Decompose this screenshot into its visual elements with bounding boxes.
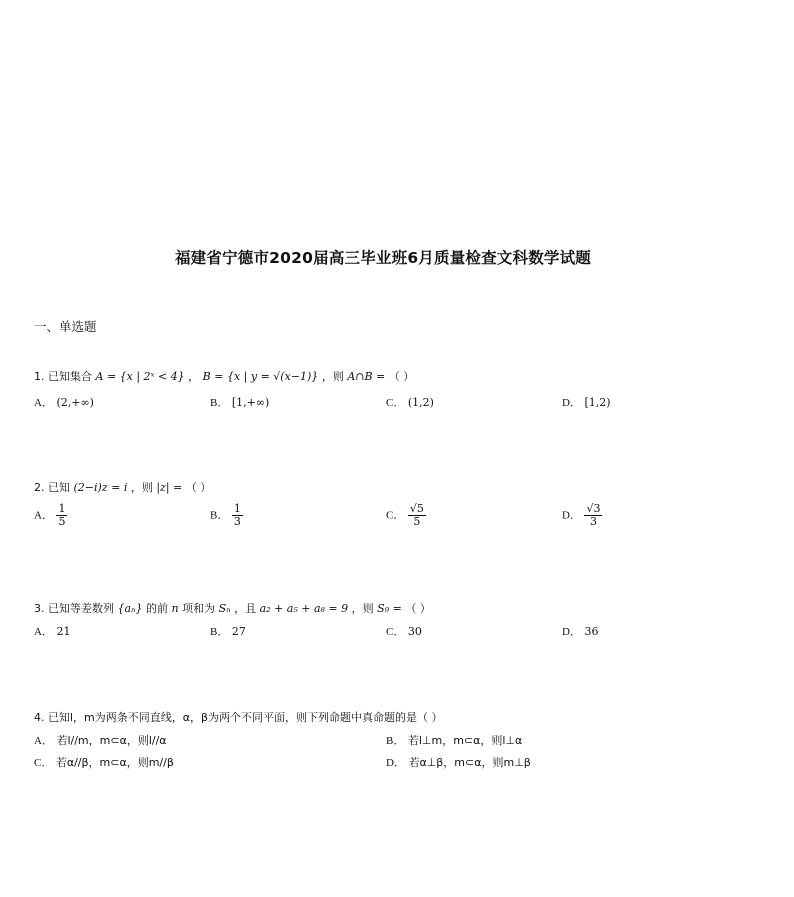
option-d[interactable] [386,755,531,771]
option-label: C． [386,397,405,409]
option-label: A． [34,509,53,522]
option-c[interactable] [386,624,422,640]
answer-blank: （ ） [185,481,212,494]
option-label: B． [386,735,405,747]
option-a[interactable] [34,733,167,749]
expression: S₉ = [377,602,402,615]
sequence: {aₙ} [117,602,143,615]
question-number: 4. [34,711,45,724]
numerator: 1 [58,502,66,515]
denominator: 5 [58,515,66,528]
option-label: C． [386,509,405,522]
option-d[interactable] [562,503,602,528]
separator: ， [188,370,200,383]
option-label: B． [210,626,229,638]
option-d[interactable] [562,624,598,640]
option-value: (2,+∞) [56,396,94,409]
option-label: B． [210,397,229,409]
sum-sn: Sₙ [218,602,231,615]
option-c[interactable] [386,395,434,411]
option-label: C． [386,626,405,638]
numerator: √5 [409,502,424,515]
option-label: C． [34,757,53,769]
variable-n: n [171,602,179,615]
question-text: 项和为 [182,602,216,615]
option-value: 若l//m，m⊂α，则l//α [56,734,167,747]
option-label: D． [562,509,581,522]
answer-blank: （ ） [405,602,431,615]
option-a[interactable] [34,503,67,528]
denominator: 3 [589,515,597,528]
option-label: A． [34,735,53,747]
option-label: A． [34,397,53,409]
option-value: 21 [56,625,71,638]
question-4 [34,710,443,726]
expression: |z| = [156,481,183,494]
question-3 [34,601,431,617]
option-label: A． [34,626,53,638]
condition: a₂ + a₅ + a₈ = 9 [259,602,349,615]
fraction [56,503,67,528]
option-value: (1,2) [407,396,434,409]
option-d[interactable] [562,395,611,411]
option-value: 27 [231,625,246,638]
question-text: 已知等差数列 [48,602,114,615]
option-b[interactable] [386,733,522,749]
document-title: 福建省宁德市2020届高三毕业班6月质量检查文科数学试题 [174,249,592,267]
fraction [584,503,602,528]
question-text: ，则 [130,481,153,494]
question-1 [34,369,414,385]
option-value: [1,2) [584,396,611,409]
option-b[interactable] [210,624,246,640]
option-c[interactable] [386,503,426,528]
fraction [408,503,426,528]
option-a[interactable] [34,395,94,411]
question-text: 的前 [146,602,169,615]
question-text: 已知集合 [48,370,92,383]
question-text: 已知l，m为两条不同直线，α，β为两个不同平面，则下列命题中真命题的是（ ） [48,711,443,724]
option-label: D． [562,397,581,409]
equation: (2−i)z = i [73,481,128,494]
set-a: A = {x | 2ˣ < 4} [95,370,185,383]
option-a[interactable] [34,624,70,640]
option-value: 若l⊥m，m⊂α，则l⊥α [407,734,523,747]
option-label: B． [210,509,229,522]
option-value: 若α⊥β，m⊂α，则m⊥β [408,756,531,769]
fraction [232,503,243,528]
option-value: 若α//β，m⊂α，则m//β [55,756,174,769]
option-c[interactable] [34,755,174,771]
expression: A∩B = [347,370,386,383]
question-2 [34,480,211,496]
denominator: 3 [233,515,241,528]
numerator: 1 [233,502,241,515]
option-b[interactable] [210,503,243,528]
denominator: 5 [413,515,421,528]
question-number: 1. [34,370,45,383]
option-b[interactable] [210,395,269,411]
option-value: 36 [584,625,599,638]
question-number: 2. [34,481,45,494]
set-b: B = {x | y = √(x−1)} [202,370,319,383]
question-text: 已知 [48,481,70,494]
answer-blank: （ ） [388,370,415,383]
question-text: ，则 [351,602,374,615]
option-value: 30 [407,625,422,638]
option-label: D． [386,757,405,769]
option-value: [1,+∞) [231,396,270,409]
question-text: ，则 [321,370,344,383]
section-heading: 一、单选题 [34,319,97,334]
option-label: D． [562,626,581,638]
question-text: ，且 [234,602,257,615]
numerator: √3 [586,502,601,515]
question-number: 3. [34,602,45,615]
